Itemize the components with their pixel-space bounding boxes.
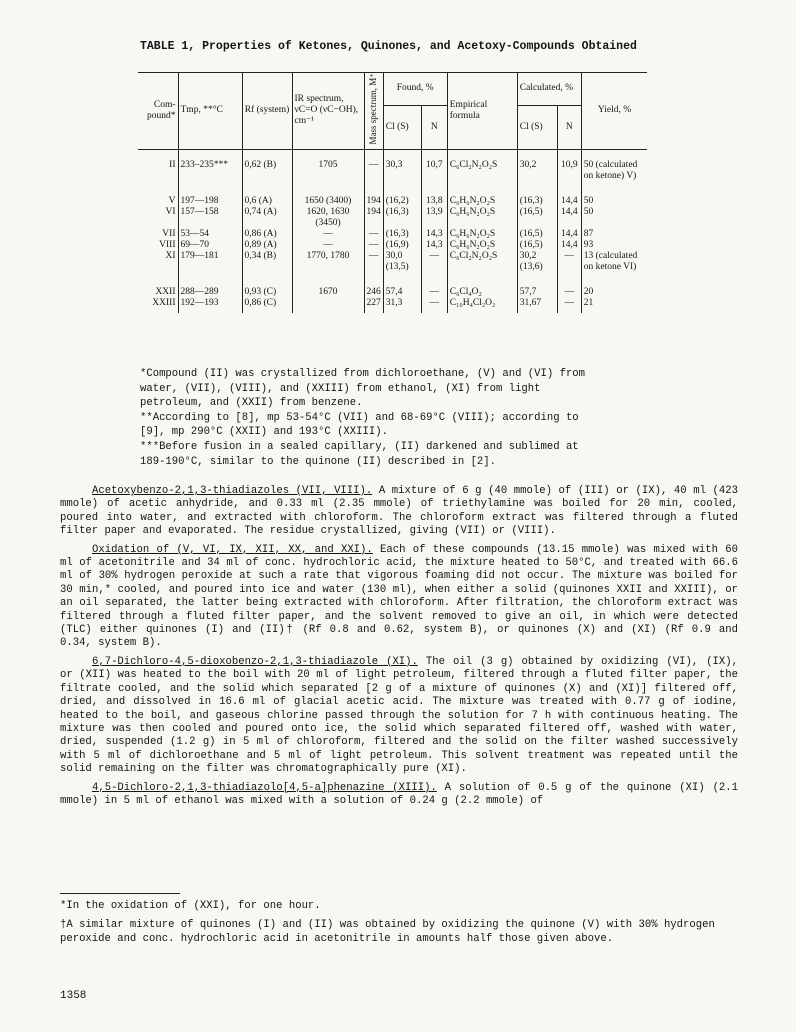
cell-found-n: — — [421, 298, 447, 313]
cell-compound: XI — [165, 250, 176, 261]
col-ir: IR spectrum, νC=O (νC−OH), cm⁻¹ — [292, 73, 364, 150]
cell-calc-n: 14,4 — [557, 240, 581, 251]
cell-tmp: 288—289 — [178, 273, 242, 298]
cell-compound: II — [169, 159, 176, 170]
cell-found-n: — — [421, 273, 447, 298]
cell-found-cl: (16,2) — [383, 182, 421, 207]
cell-found-n: 13,9 — [421, 207, 447, 229]
cell-rf: 0,6 (A) — [242, 182, 292, 207]
table-body — [138, 149, 647, 313]
cell-calc-cl: 30,2 (13,6) — [517, 251, 557, 273]
cell-tmp: 179—181 — [178, 251, 242, 273]
col-compound: Com-pound* — [138, 73, 178, 150]
cell-yield: 93 — [581, 240, 647, 251]
cell-tmp: 69—70 — [178, 240, 242, 251]
cell-rf: 0,93 (C) — [242, 273, 292, 298]
cell-mass: 246 — [364, 273, 383, 298]
table-footnote: ***Before fusion in a sealed capillary, (II) darkened and sublimed at 189-190°C, similar to the quinone (II) described in [2]. — [140, 440, 579, 468]
cell-yield: 50 — [581, 207, 647, 229]
cell-rf: 0,86 (C) — [242, 298, 292, 313]
cell-tmp: 233–235*** — [178, 149, 242, 182]
col-rf: Rf (system) — [242, 73, 292, 150]
cell-found-cl: (16,9) — [383, 240, 421, 251]
cell-calc-n: 10,9 — [557, 149, 581, 182]
cell-rf: 0,89 (A) — [242, 240, 292, 251]
cell-calc-n: 14,4 — [557, 229, 581, 240]
table-footnotes — [140, 367, 610, 469]
cell-found-n: 10,7 — [421, 149, 447, 182]
cell-found-n: — — [421, 251, 447, 273]
body-text — [60, 485, 738, 813]
table-row — [138, 240, 647, 251]
cell-compound: XXII — [155, 286, 176, 297]
cell-calc-cl: 30,2 — [517, 149, 557, 182]
cell-calc-n: — — [557, 273, 581, 298]
col-calculated: Calculated, % — [517, 73, 581, 106]
cell-calc-cl: (16,5) — [517, 207, 557, 229]
cell-found-cl: 30,0 (13,5) — [383, 251, 421, 273]
col-yield: Yield, % — [581, 73, 647, 150]
page-footnotes — [60, 900, 738, 952]
cell-rf: 0,34 (B) — [242, 251, 292, 273]
cell-formula: C₁₀H₄Cl₂O₂ — [447, 298, 517, 313]
cell-tmp: 192—193 — [178, 298, 242, 313]
cell-found-n: 14,3 — [421, 240, 447, 251]
cell-ir: 1705 — [292, 149, 364, 182]
cell-calc-n: 14,4 — [557, 182, 581, 207]
col-calc-cl: Cl (S) — [517, 105, 557, 149]
cell-rf: 0,62 (B) — [242, 149, 292, 182]
cell-tmp: 157—158 — [178, 207, 242, 229]
cell-yield: 87 — [581, 229, 647, 240]
table-row — [138, 273, 647, 298]
cell-found-cl: 57,4 — [383, 273, 421, 298]
cell-formula: C₆H₆N₂O₂S — [447, 207, 517, 229]
col-calc-n: N — [557, 105, 581, 149]
col-tmp: Tmp, **°C — [178, 73, 242, 150]
cell-ir: 1670 — [292, 273, 364, 298]
paragraph-text: Each of these compounds (13.15 mmole) was mixed with 60 ml of acetonitrile and 34 ml of conc. hydrochloric acid, the mixture heated to 50°C, and treated with 66.6 ml of 30% hydrogen peroxide at such a rate that vigorous foaming did not occur. The mixture was boiled for 30 min,* cooled, and poured into ice and water (130 ml), when either a solid (quinones XXII and XXIII), or an oil separated, the latter being extracted with chloroform. After filtration, the chloroform extract was filtered through a fluted filter paper, and the solvent removed to give an oil, in which were detected (TLC) either quinones (I) and (II)† (Rf 0.8 and 0.62, system B), or quinones (X) and (XI) (Rf 0.9 and 0.34, system B). — [60, 543, 738, 650]
cell-yield: 50 (calculated on ketone) V) — [581, 149, 647, 182]
cell-compound: VI — [165, 206, 176, 217]
cell-yield: 21 — [581, 298, 647, 313]
footnote-rule — [60, 893, 180, 894]
page-number: 1358 — [60, 990, 87, 1002]
table-row — [138, 207, 647, 229]
cell-tmp: 197—198 — [178, 182, 242, 207]
cell-formula: C₆Cl₂N₂O₂S — [447, 251, 517, 273]
cell-calc-cl: 31,67 — [517, 298, 557, 313]
cell-mass: — — [364, 251, 383, 273]
section-heading: 6,7-Dichloro-4,5-dioxobenzo-2,1,3-thiadiazole (XI). — [92, 655, 418, 668]
paragraph-text: The oil (3 g) obtained by oxidizing (VI), (IX), or (XII) was heated to the boil with 20 ml of light petroleum, filtered through a fluted filter paper, the filtrate cooled, and the solid which separated [2 g of a mixture of quinones (X) and (XI)] filtered off, dried, and dissolved in 16.6 ml of glacial acetic acid. The mixture was treated with 0.77 g of iodine, heated to the boil, and gaseous chlorine passed through the solution for 7 h with continuous heating. The mixture was then cooled and poured onto ice, the solid which separated filtered off, washed with water, dried, suspended (1.2 g) in 5 ml of chloroform, filtered and the solid on the filter washed successively with 5 ml of dichloroethane and 5 ml of light petroleum. This solvent treatment was repeated until the solid remaining on the filter was chromatographically pure (XI). — [60, 655, 738, 776]
cell-calc-cl: 57,7 — [517, 273, 557, 298]
cell-ir — [292, 298, 364, 313]
cell-mass: 227 — [364, 298, 383, 313]
cell-calc-cl: (16,5) — [517, 240, 557, 251]
cell-mass: 194 — [364, 207, 383, 229]
cell-ir: 1620, 1630 (3450) — [292, 207, 364, 229]
col-mass: Mass spectrum, M⁺ — [368, 73, 379, 145]
page-footnote: *In the oxidation of (XXI), for one hour. — [60, 900, 321, 912]
cell-calc-cl: (16,5) — [517, 229, 557, 240]
cell-ir: — — [292, 240, 364, 251]
cell-mass: — — [364, 240, 383, 251]
page-footnote: †A similar mixture of quinones (I) and (II) was obtained by oxidizing the quinone (V) with 30% hydrogen peroxide and conc. hydrochloric acid in acetonitrile in amounts half those given above. — [60, 919, 715, 945]
paragraph-text: A solution of 0.5 g of the quinone (XI) (2.1 mmole) in 5 ml of ethanol was mixed with a solution of 0.24 g (2.2 mmole) of — [60, 781, 739, 807]
paragraph-text: A mixture of 6 g (40 mmole) of (III) or (IX), 40 ml (423 mmole) of acetic anhydride, and 0.33 ml (2.35 mmole) of triethylamine was boiled for 20 min, cooled, poured into water, and extracted with chloroform. The chloroform extract was filtered through a fluted filter paper and evaporated. The residue crystallized, giving (VII) or (VIII). — [60, 485, 738, 538]
cell-calc-n: 14,4 — [557, 207, 581, 229]
properties-table — [138, 72, 647, 313]
section-heading: 4,5-Dichloro-2,1,3-thiadiazolo[4,5-a]phenazine (XIII). — [92, 781, 437, 794]
cell-found-cl: 31,3 — [383, 298, 421, 313]
cell-formula: C₆H₆N₂O₂S — [447, 229, 517, 240]
cell-calc-n: — — [557, 251, 581, 273]
paragraph — [60, 485, 738, 539]
cell-formula: C₆Cl₄O₂ — [447, 273, 517, 298]
table-row — [138, 298, 647, 313]
cell-ir: 1650 (3400) — [292, 182, 364, 207]
col-found: Found, % — [383, 73, 447, 106]
cell-rf: 0,86 (A) — [242, 229, 292, 240]
cell-rf: 0,74 (A) — [242, 207, 292, 229]
table-row — [138, 182, 647, 207]
cell-yield: 50 — [581, 182, 647, 207]
col-found-n: N — [421, 105, 447, 149]
cell-tmp: 53—54 — [178, 229, 242, 240]
cell-yield: 20 — [581, 273, 647, 298]
cell-ir: — — [292, 229, 364, 240]
cell-mass: 194 — [364, 182, 383, 207]
table-footnote: *Compound (II) was crystallized from dichloroethane, (V) and (VI) from water, (VII), (VIII), and (XXIII) from ethanol, (XI) from light petroleum, and (XXII) from benzene. — [140, 368, 586, 410]
col-empirical: Empirical formula — [447, 73, 517, 150]
cell-formula: C₆Cl₂N₂O₂S — [447, 149, 517, 182]
cell-calc-n: — — [557, 298, 581, 313]
cell-yield: 13 (calculated on ketone VI) — [581, 251, 647, 273]
cell-found-cl: (16,3) — [383, 207, 421, 229]
cell-compound: V — [168, 195, 176, 206]
table-row — [138, 229, 647, 240]
paragraph — [60, 544, 738, 651]
cell-compound: XXIII — [152, 297, 176, 308]
cell-mass: — — [364, 149, 383, 182]
cell-found-n: 13,8 — [421, 182, 447, 207]
cell-compound: VII — [162, 228, 176, 239]
section-heading: Acetoxybenzo-2,1,3-thiadiazoles (VII, VIII). — [92, 485, 373, 497]
table-row — [138, 251, 647, 273]
cell-ir: 1770, 1780 — [292, 251, 364, 273]
cell-mass: — — [364, 229, 383, 240]
table-footnote: **According to [8], mp 53-54°C (VII) and 68-69°C (VIII); according to [9], mp 290°C (XXII) and 193°C (XXIII). — [140, 411, 579, 439]
paragraph — [60, 656, 738, 777]
cell-found-cl: 30,3 — [383, 149, 421, 182]
table-caption: TABLE 1, Properties of Ketones, Quinones, and Acetoxy-Compounds Obtained — [140, 40, 637, 53]
section-heading: Oxidation of (V, VI, IX, XII, XX, and XXI). — [92, 543, 373, 556]
cell-compound: VIII — [159, 239, 176, 250]
cell-found-n: 14,3 — [421, 229, 447, 240]
cell-found-cl: (16,3) — [383, 229, 421, 240]
paragraph — [60, 782, 738, 809]
cell-formula: C₆H₆N₂O₂S — [447, 240, 517, 251]
cell-calc-cl: (16,3) — [517, 182, 557, 207]
table-row — [138, 149, 647, 182]
cell-formula: C₆H₆N₂O₂S — [447, 182, 517, 207]
col-found-cl: Cl (S) — [383, 105, 421, 149]
